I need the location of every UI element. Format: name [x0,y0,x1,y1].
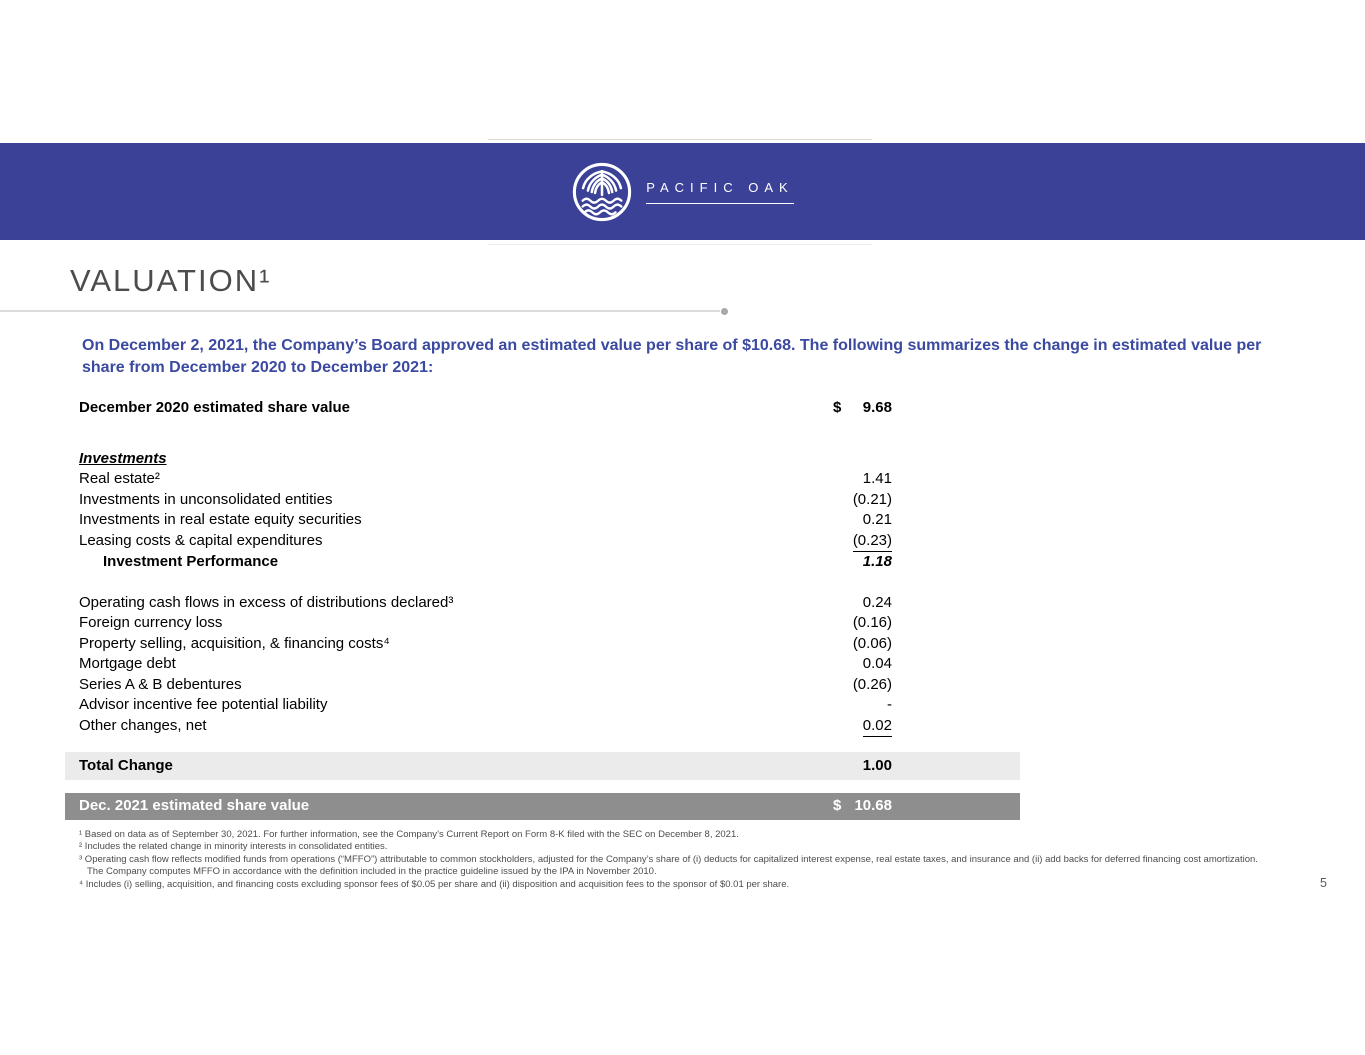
dollar-sign: $ [833,797,842,815]
row-label: Real estate² [79,470,160,487]
brand-lockup [571,161,793,223]
row-value-cell [833,675,892,696]
row-value-cell [833,469,892,490]
table-row [65,695,1020,716]
row-value: (0.21) [852,490,892,508]
row-value: 0.04 [862,655,892,672]
row-value: (0.06) [852,634,892,652]
final-share-value-row [65,793,1020,820]
row-value-cell [833,654,892,675]
row-label: Property selling, acquisition, & financing costs⁴ [79,634,390,652]
table-row [65,510,1020,531]
table-row [65,490,1020,511]
row-label: December 2020 estimated share value [79,399,350,416]
row-label: Mortgage debt [79,655,176,672]
page-number: 5 [1320,876,1327,890]
row-value: (0.16) [852,614,892,631]
row-label: Investments [79,449,167,467]
table-row [65,398,1020,419]
table-row [65,613,1020,634]
footnotes [79,829,1319,891]
row-value: (0.26) [852,675,892,693]
footnote-line: ¹ Based on data as of September 30, 2021. For further information, see the Company’s Current Report on Form 8-K filed with the SEC on December 8, 2021. [79,829,739,840]
table-row [65,531,1020,553]
table-row [65,469,1020,490]
slide-edge-line-top [488,139,872,140]
table-row [65,654,1020,675]
row-value-cell [833,634,892,655]
row-value: 1.41 [862,470,892,487]
section-heading-row [65,449,1020,470]
row-label: Foreign currency loss [79,614,223,631]
row-value-cell [833,756,892,777]
row-value-cell [833,695,892,716]
row-value-cell [833,796,892,817]
footnote [79,829,1319,841]
row-value-cell [833,510,892,531]
row-label: Leasing costs & capital expenditures [79,532,323,549]
footnote-line: ⁴ Includes (i) selling, acquisition, and financing costs excluding sponsor fees of $0.05 per share and (ii) disposition and acquisition fees to the sponsor of $0.01 per share. [79,878,790,890]
row-value-cell [833,552,892,573]
row-value: 10.68 [854,797,892,815]
row-value: 9.68 [862,399,892,416]
row-value: 0.21 [862,511,892,528]
title-rule [0,310,720,312]
row-label: Investments in unconsolidated entities [79,490,333,508]
footnote [79,854,1319,879]
row-label: Total Change [79,756,173,774]
intro-paragraph: On December 2, 2021, the Company’s Board approved an estimated value per share of $10.68. The following summarizes the change in estimated value per share from December 2020 to December 2021: [82,337,1262,376]
title-rule-dot [721,308,728,315]
row-label: Advisor incentive fee potential liability [79,696,328,713]
slide-edge-line-bottom [488,244,872,245]
brand-name: PACIFIC OAK [646,180,793,204]
row-value-cell [833,593,892,614]
row-label: Other changes, net [79,717,207,734]
row-value: - [887,696,892,713]
table-row [65,634,1020,655]
page-title: VALUATION¹ [70,263,272,298]
row-value-cell [833,398,892,419]
row-value-cell [833,716,892,738]
header-banner [0,143,1365,240]
row-label: Operating cash flows in excess of distributions declared³ [79,593,454,611]
row-value-cell [833,490,892,511]
dollar-sign: $ [833,399,842,416]
value-table [65,398,1020,820]
footnote-line: ² Includes the related change in minority interests in consolidated entities. [79,841,388,853]
row-value-cell [833,531,892,553]
row-value-cell [833,613,892,634]
footnote-line: The Company computes MFFO in accordance with the definition included in the practice guideline issued by the IPA in November 2010. [87,866,657,878]
row-value: 1.00 [862,756,892,774]
row-label: Investment Performance [103,553,279,570]
footnote [79,841,1319,853]
row-label: Dec. 2021 estimated share value [79,797,310,815]
row-value: (0.23) [853,531,892,553]
row-value: 0.02 [863,716,892,738]
table-row [65,552,1020,573]
pacific-oak-logo-icon [571,161,633,223]
row-value: 0.24 [862,593,892,611]
row-label: Investments in real estate equity securities [79,511,362,528]
footnote [79,879,1319,891]
footnote-line: ³ Operating cash flow reflects modified funds from operations (“MFFO”) attributable to common stockholders, adjusted for the Company’s share of (i) deducts for capitalized interest expense, real estate taxes, and insurance and (ii) add backs for deferred financing cost amortization. [79,853,1258,865]
table-row [65,593,1020,614]
table-row [65,675,1020,696]
table-row [65,716,1020,738]
row-value: 1.18 [862,553,892,570]
total-change-row [65,752,1020,780]
row-label: Series A & B debentures [79,675,242,693]
